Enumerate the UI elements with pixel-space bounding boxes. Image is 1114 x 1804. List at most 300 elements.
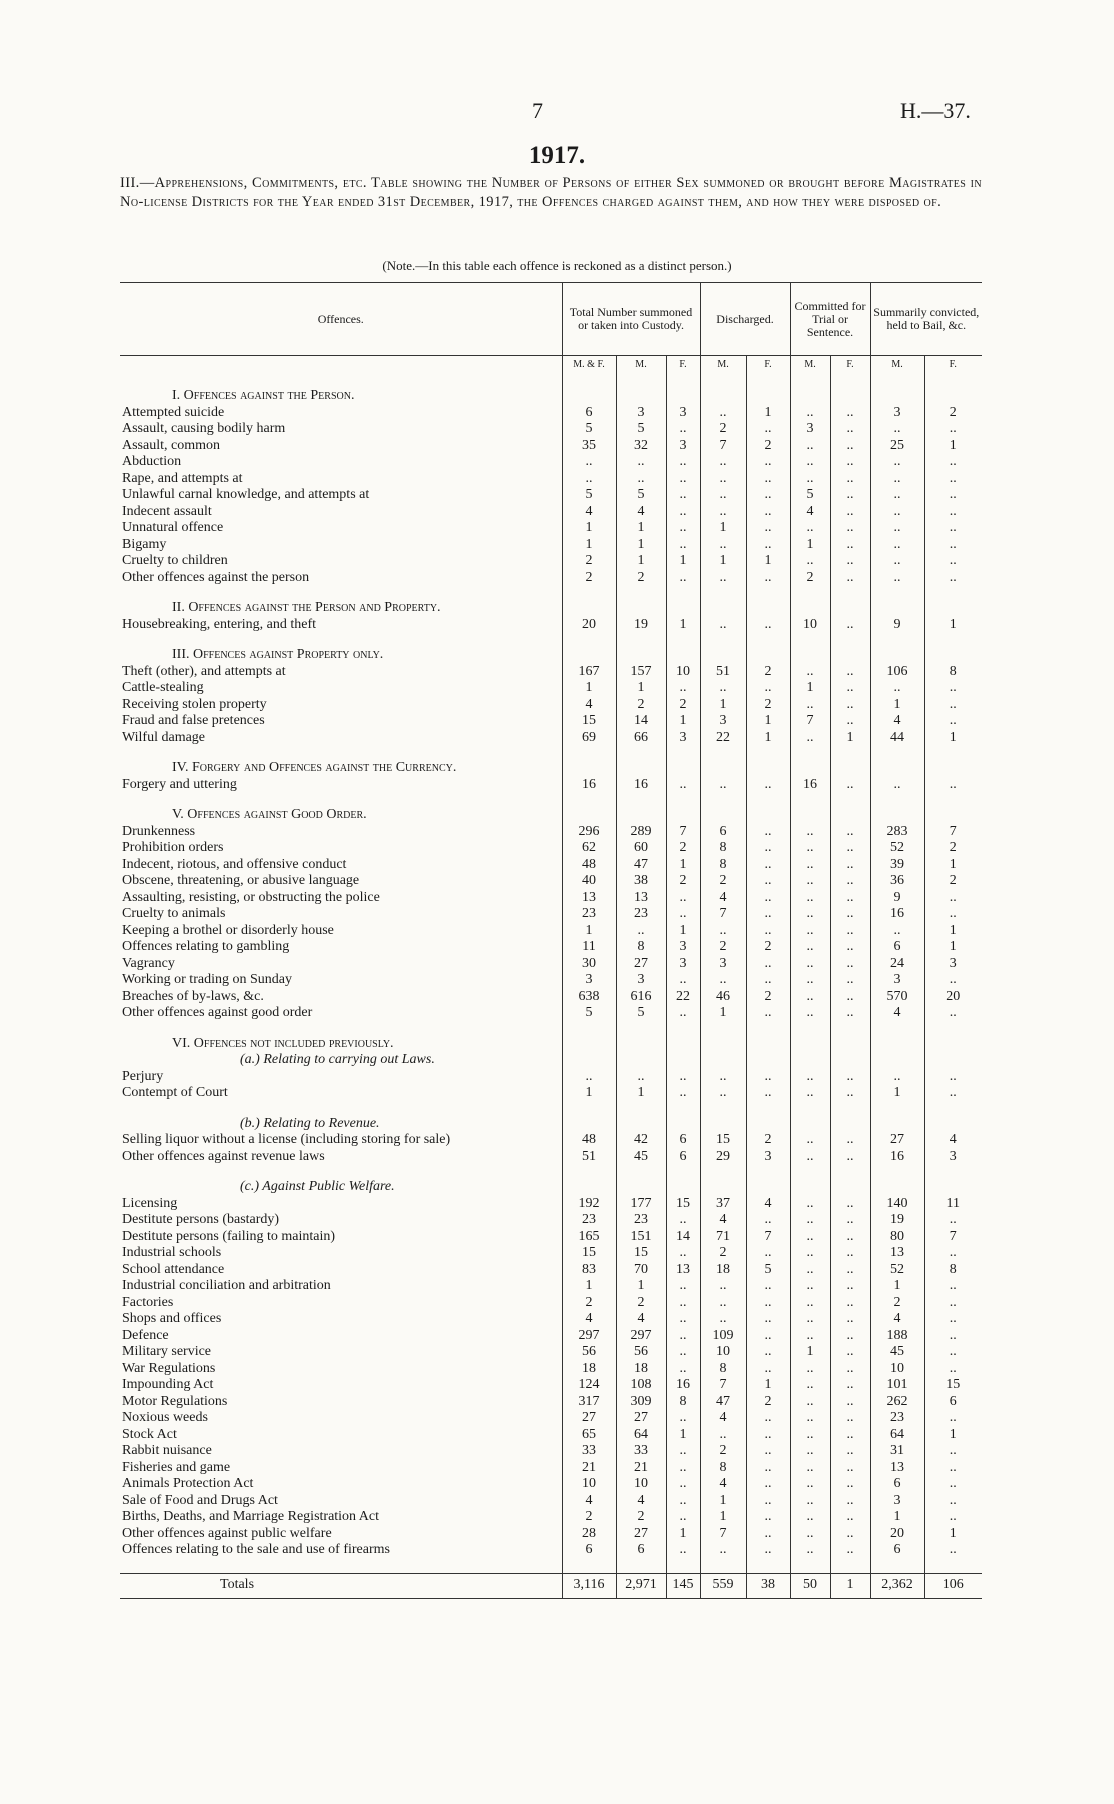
table-row: [120, 1229, 982, 1246]
value-cell: 7: [924, 824, 982, 841]
value-cell: 65: [562, 1427, 616, 1444]
empty-cell: [562, 1559, 616, 1574]
spacer-cell: [120, 1102, 562, 1116]
value-cell: 18: [616, 1361, 666, 1378]
value-cell: 9: [870, 890, 924, 907]
empty-cell: [616, 1102, 666, 1116]
value-cell: 177: [616, 1196, 666, 1213]
value-cell: ..: [700, 972, 746, 989]
header-offences: Offences.: [120, 283, 562, 356]
table-row: [120, 890, 982, 907]
empty-cell: [700, 647, 746, 664]
value-cell: ..: [666, 1278, 700, 1295]
value-cell: 1: [562, 680, 616, 697]
empty-cell: [616, 388, 666, 405]
value-cell: 1: [562, 537, 616, 554]
empty-cell: [746, 1165, 790, 1179]
value-cell: ..: [830, 405, 870, 422]
value-cell: ..: [830, 1328, 870, 1345]
value-cell: 1: [700, 697, 746, 714]
value-cell: 1: [790, 537, 830, 554]
offence-label: Other offences against the person: [122, 569, 310, 585]
subheader-cell: M. & F.: [562, 356, 616, 375]
value-cell: 2: [700, 939, 746, 956]
value-cell: ..: [700, 777, 746, 794]
offence-label: Licensing: [122, 1195, 178, 1211]
value-cell: 48: [562, 857, 616, 874]
offence-label: Noxious weeds: [122, 1410, 208, 1425]
table-row: [120, 421, 982, 438]
empty-cell: [616, 374, 666, 388]
value-cell: 108: [616, 1377, 666, 1394]
value-cell: ..: [746, 570, 790, 587]
value-cell: 16: [870, 906, 924, 923]
subheader-cell: M.: [870, 356, 924, 375]
spacer-cell: [120, 1165, 562, 1179]
value-cell: 1: [870, 1085, 924, 1102]
value-cell: 7: [700, 1377, 746, 1394]
value-cell: 5: [562, 487, 616, 504]
value-cell: 1: [746, 730, 790, 747]
offence-label: Defence: [122, 1327, 169, 1343]
empty-cell: [924, 807, 982, 824]
table-row: [120, 1509, 982, 1526]
value-cell: 7: [746, 1229, 790, 1246]
value-cell: 6: [616, 1542, 666, 1559]
table-row: [120, 1443, 982, 1460]
value-cell: 19: [616, 617, 666, 634]
value-cell: ..: [790, 1361, 830, 1378]
table-row: [120, 1132, 982, 1149]
empty-cell: [562, 388, 616, 405]
value-cell: 1: [870, 1278, 924, 1295]
table-row: [120, 824, 982, 841]
section-title-row: [120, 388, 982, 405]
value-cell: 1: [616, 1278, 666, 1295]
empty-cell: [562, 633, 616, 647]
value-cell: 4: [870, 1005, 924, 1022]
value-cell: 167: [562, 664, 616, 681]
value-cell: 4: [700, 890, 746, 907]
value-cell: 1: [666, 713, 700, 730]
value-cell: 5: [562, 421, 616, 438]
value-cell: ..: [924, 487, 982, 504]
empty-cell: [746, 374, 790, 388]
value-cell: 1: [616, 1085, 666, 1102]
value-cell: ..: [746, 1278, 790, 1295]
value-cell: ..: [790, 1509, 830, 1526]
value-cell: ..: [870, 421, 924, 438]
value-cell: ..: [746, 1542, 790, 1559]
section-spacer: [120, 633, 982, 647]
empty-cell: [616, 1116, 666, 1133]
value-cell: ..: [666, 1085, 700, 1102]
value-cell: ..: [666, 1069, 700, 1086]
value-cell: ..: [830, 680, 870, 697]
empty-cell: [700, 1165, 746, 1179]
subheader-cell: M.: [616, 356, 666, 375]
value-cell: 1: [700, 1005, 746, 1022]
section-subtitle-row: [120, 1116, 982, 1133]
offence-label: Fraud and false pretences: [122, 713, 265, 728]
value-cell: 38: [616, 873, 666, 890]
value-cell: ..: [790, 1245, 830, 1262]
value-cell: ..: [666, 537, 700, 554]
offence-label: School attendance: [122, 1261, 225, 1277]
table-row: [120, 1344, 982, 1361]
value-cell: 1: [562, 1085, 616, 1102]
value-cell: 64: [870, 1427, 924, 1444]
empty-cell: [790, 793, 830, 807]
empty-cell: [924, 586, 982, 600]
empty-cell: [616, 1022, 666, 1036]
value-cell: ..: [870, 1069, 924, 1086]
value-cell: ..: [924, 1443, 982, 1460]
value-cell: ..: [830, 1427, 870, 1444]
value-cell: 1: [562, 520, 616, 537]
table-row: [120, 1394, 982, 1411]
value-cell: ..: [562, 1069, 616, 1086]
empty-cell: [790, 1052, 830, 1069]
value-cell: 5: [562, 1005, 616, 1022]
value-cell: 27: [616, 1410, 666, 1427]
value-cell: 3: [700, 956, 746, 973]
value-cell: 4: [700, 1410, 746, 1427]
value-cell: 15: [700, 1132, 746, 1149]
value-cell: 4: [562, 697, 616, 714]
empty-cell: [924, 388, 982, 405]
value-cell: ..: [830, 664, 870, 681]
empty-cell: [790, 1036, 830, 1053]
totals-value: 38: [746, 1573, 790, 1598]
value-cell: 262: [870, 1394, 924, 1411]
value-cell: 2: [746, 697, 790, 714]
value-cell: 1: [790, 1344, 830, 1361]
table-row: [120, 713, 982, 730]
value-cell: ..: [924, 1509, 982, 1526]
subheader-cell: M.: [790, 356, 830, 375]
value-cell: 1: [666, 923, 700, 940]
value-cell: ..: [924, 1328, 982, 1345]
empty-cell: [790, 807, 830, 824]
value-cell: ..: [790, 1295, 830, 1312]
table-row: [120, 1328, 982, 1345]
empty-cell: [924, 374, 982, 388]
empty-cell: [700, 1179, 746, 1196]
value-cell: 10: [790, 617, 830, 634]
value-cell: 1: [700, 553, 746, 570]
value-cell: 18: [562, 1361, 616, 1378]
empty-cell: [790, 1559, 830, 1574]
section-title-row: [120, 1036, 982, 1053]
value-cell: 5: [616, 1005, 666, 1022]
empty-cell: [746, 793, 790, 807]
value-cell: ..: [924, 906, 982, 923]
offence-label: Assault, common: [122, 437, 220, 453]
empty-cell: [562, 374, 616, 388]
value-cell: 8: [924, 1262, 982, 1279]
offence-label: Cattle-stealing: [122, 680, 204, 695]
value-cell: 1: [700, 1493, 746, 1510]
offence-label: Receiving stolen property: [122, 696, 267, 712]
value-cell: 47: [700, 1394, 746, 1411]
value-cell: ..: [746, 680, 790, 697]
value-cell: 21: [562, 1460, 616, 1477]
value-cell: 14: [616, 713, 666, 730]
value-cell: 2: [562, 1509, 616, 1526]
subheader-cell: F.: [746, 356, 790, 375]
value-cell: 69: [562, 730, 616, 747]
value-cell: ..: [924, 1085, 982, 1102]
value-cell: ..: [830, 1460, 870, 1477]
value-cell: 2: [870, 1295, 924, 1312]
value-cell: ..: [830, 777, 870, 794]
value-cell: 21: [616, 1460, 666, 1477]
value-cell: 27: [562, 1410, 616, 1427]
value-cell: 29: [700, 1149, 746, 1166]
value-cell: ..: [666, 680, 700, 697]
empty-cell: [562, 807, 616, 824]
subheader-cell: M.: [700, 356, 746, 375]
value-cell: ..: [830, 890, 870, 907]
value-cell: 3: [616, 405, 666, 422]
empty-cell: [616, 586, 666, 600]
empty-cell: [870, 1116, 924, 1133]
offence-label: Other offences against public welfare: [122, 1525, 332, 1541]
value-cell: 5: [746, 1262, 790, 1279]
value-cell: ..: [790, 471, 830, 488]
empty-cell: [870, 647, 924, 664]
value-cell: 27: [616, 1526, 666, 1543]
empty-cell: [870, 793, 924, 807]
empty-cell: [746, 1102, 790, 1116]
value-cell: ..: [924, 1311, 982, 1328]
empty-cell: [700, 388, 746, 405]
value-cell: ..: [562, 471, 616, 488]
value-cell: ..: [830, 697, 870, 714]
value-cell: ..: [830, 956, 870, 973]
empty-cell: [924, 1102, 982, 1116]
value-cell: 1: [790, 680, 830, 697]
value-cell: ..: [746, 890, 790, 907]
value-cell: ..: [666, 1344, 700, 1361]
value-cell: ..: [666, 520, 700, 537]
value-cell: 1: [616, 553, 666, 570]
value-cell: 16: [790, 777, 830, 794]
empty-cell: [830, 746, 870, 760]
offence-label: Bigamy: [122, 536, 167, 552]
table-year: 1917.: [528, 142, 586, 169]
value-cell: 6: [870, 939, 924, 956]
offence-label: Cruelty to children: [122, 553, 228, 568]
table-row: [120, 454, 982, 471]
value-cell: 2: [746, 1394, 790, 1411]
empty-cell: [700, 807, 746, 824]
value-cell: ..: [790, 1427, 830, 1444]
value-cell: 6: [700, 824, 746, 841]
empty-cell: [562, 1036, 616, 1053]
value-cell: ..: [700, 1427, 746, 1444]
value-cell: ..: [924, 713, 982, 730]
value-cell: 192: [562, 1196, 616, 1213]
value-cell: ..: [790, 939, 830, 956]
empty-cell: [700, 1052, 746, 1069]
section-spacer: [120, 586, 982, 600]
value-cell: ..: [924, 697, 982, 714]
value-cell: ..: [924, 454, 982, 471]
value-cell: 157: [616, 664, 666, 681]
empty-cell: [870, 388, 924, 405]
subheader-cell: F.: [830, 356, 870, 375]
empty-cell: [666, 807, 700, 824]
value-cell: 3: [870, 1493, 924, 1510]
table-row: [120, 570, 982, 587]
table-row: [120, 857, 982, 874]
value-cell: ..: [666, 890, 700, 907]
value-cell: 46: [700, 989, 746, 1006]
value-cell: ..: [790, 730, 830, 747]
value-cell: ..: [830, 1132, 870, 1149]
table-row: [120, 617, 982, 634]
value-cell: ..: [746, 956, 790, 973]
empty-cell: [790, 633, 830, 647]
value-cell: ..: [830, 840, 870, 857]
empty-cell: [790, 1116, 830, 1133]
empty-cell: [562, 1052, 616, 1069]
section-spacer: [120, 793, 982, 807]
value-cell: ..: [830, 1394, 870, 1411]
value-cell: ..: [790, 1262, 830, 1279]
value-cell: ..: [666, 1509, 700, 1526]
value-cell: 16: [870, 1149, 924, 1166]
value-cell: 44: [870, 730, 924, 747]
value-cell: 2: [562, 570, 616, 587]
value-cell: 4: [700, 1476, 746, 1493]
value-cell: 2: [616, 1509, 666, 1526]
empty-cell: [700, 586, 746, 600]
value-cell: ..: [870, 777, 924, 794]
spacer-cell: [120, 374, 562, 388]
offence-label: Assaulting, resisting, or obstructing the police: [122, 889, 380, 905]
table-row: [120, 1262, 982, 1279]
value-cell: ..: [830, 989, 870, 1006]
empty-cell: [700, 1102, 746, 1116]
value-cell: 15: [616, 1245, 666, 1262]
table-row: [120, 1085, 982, 1102]
value-cell: ..: [746, 1509, 790, 1526]
value-cell: ..: [790, 697, 830, 714]
table-row: [120, 1149, 982, 1166]
empty-cell: [870, 1559, 924, 1574]
value-cell: ..: [790, 664, 830, 681]
value-cell: ..: [830, 1262, 870, 1279]
table-row: [120, 487, 982, 504]
value-cell: 3: [746, 1149, 790, 1166]
value-cell: ..: [870, 487, 924, 504]
offence-label: Unnatural offence: [122, 520, 224, 535]
value-cell: 1: [924, 939, 982, 956]
value-cell: ..: [790, 1460, 830, 1477]
value-cell: 1: [924, 438, 982, 455]
value-cell: ..: [700, 1311, 746, 1328]
empty-cell: [790, 1165, 830, 1179]
value-cell: ..: [700, 537, 746, 554]
value-cell: 4: [616, 1311, 666, 1328]
value-cell: ..: [666, 454, 700, 471]
value-cell: 52: [870, 1262, 924, 1279]
value-cell: ..: [666, 421, 700, 438]
value-cell: ..: [830, 1311, 870, 1328]
value-cell: 7: [700, 906, 746, 923]
value-cell: 9: [870, 617, 924, 634]
value-cell: 3: [924, 956, 982, 973]
value-cell: ..: [700, 1295, 746, 1312]
value-cell: ..: [924, 504, 982, 521]
value-cell: 1: [562, 923, 616, 940]
value-cell: ..: [700, 471, 746, 488]
value-cell: 37: [700, 1196, 746, 1213]
empty-cell: [616, 807, 666, 824]
empty-cell: [830, 1165, 870, 1179]
value-cell: 28: [562, 1526, 616, 1543]
value-cell: ..: [666, 1328, 700, 1345]
value-cell: 289: [616, 824, 666, 841]
value-cell: 2: [746, 664, 790, 681]
value-cell: 6: [870, 1476, 924, 1493]
value-cell: ..: [746, 1361, 790, 1378]
value-cell: 40: [562, 873, 616, 890]
value-cell: 1: [830, 730, 870, 747]
value-cell: ..: [830, 1196, 870, 1213]
value-cell: 23: [616, 906, 666, 923]
value-cell: 2: [746, 939, 790, 956]
value-cell: 15: [562, 713, 616, 730]
value-cell: 3: [666, 939, 700, 956]
value-cell: ..: [924, 1460, 982, 1477]
value-cell: ..: [700, 1069, 746, 1086]
value-cell: ..: [830, 617, 870, 634]
offence-label: Attempted suicide: [122, 404, 225, 420]
value-cell: ..: [830, 1229, 870, 1246]
empty-cell: [746, 807, 790, 824]
offence-label: Contempt of Court: [122, 1085, 228, 1100]
value-cell: 8: [924, 664, 982, 681]
value-cell: ..: [924, 890, 982, 907]
header-committed: Committed for Trial or Sentence.: [790, 283, 870, 356]
section-subtitle-row: [120, 1179, 982, 1196]
empty-cell: [700, 1036, 746, 1053]
value-cell: 3: [616, 972, 666, 989]
value-cell: ..: [746, 1069, 790, 1086]
empty-cell: [562, 1165, 616, 1179]
value-cell: ..: [790, 1328, 830, 1345]
value-cell: ..: [790, 520, 830, 537]
empty-cell: [616, 793, 666, 807]
section-spacer: [120, 374, 982, 388]
value-cell: 3: [666, 730, 700, 747]
totals-spacer: [120, 1559, 982, 1574]
totals-value: 50: [790, 1573, 830, 1598]
section-spacer: [120, 1022, 982, 1036]
empty-cell: [562, 746, 616, 760]
value-cell: ..: [562, 454, 616, 471]
section-subtitle: (a.) Relating to carrying out Laws.: [240, 1052, 435, 1067]
value-cell: ..: [790, 824, 830, 841]
value-cell: ..: [746, 777, 790, 794]
offence-label: Working or trading on Sunday: [122, 972, 292, 987]
subheader-row: [120, 356, 982, 375]
empty-cell: [830, 807, 870, 824]
